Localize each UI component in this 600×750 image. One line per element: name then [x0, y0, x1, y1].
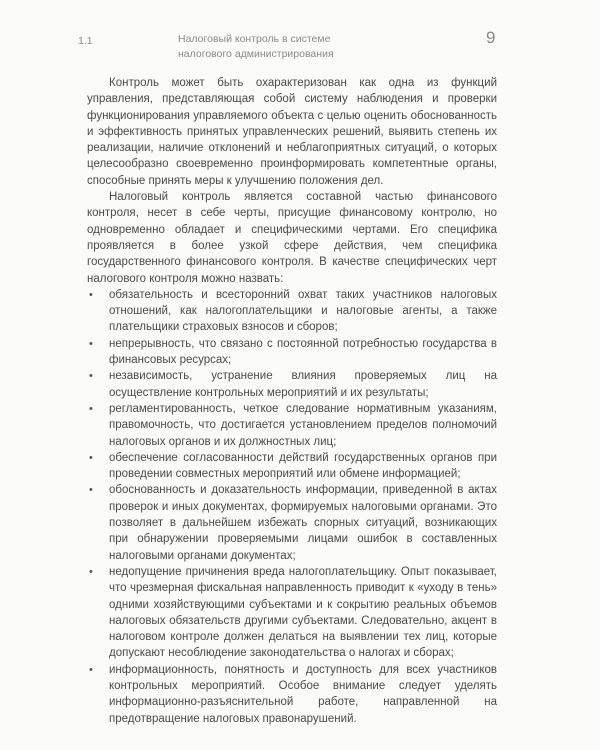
body-text: [87, 75, 497, 727]
list-item: [87, 368, 497, 401]
list-item: [87, 336, 497, 369]
list-item: [87, 564, 497, 662]
bullet-icon: •: [89, 288, 93, 301]
bullet-icon: •: [89, 451, 93, 464]
paragraph: Контроль может быть охарактеризован как одна из функций управления, представляющая собой систему наблюдения и проверки функционирования управляемого объекта с целью оценить обоснованность и эффективность принятых управленческих решений, выявить степень их реализации, наличие отклонений и неблагоприятных ситуаций, о которых целесообразно своевременно проинформировать компетентные органы, способные принять меры к улучшению положения дел.: [87, 77, 497, 187]
running-title: [178, 32, 334, 62]
list-item: [87, 482, 497, 563]
running-title-line-2: налогового администрирования: [178, 48, 334, 60]
bullet-icon: •: [89, 337, 93, 350]
list-item-text: регламентированность, четкое следование нормативным указаниям, правомочность, что достигается установлением пределов полномочий налоговых органов и их должностных лиц;: [109, 402, 497, 448]
paragraph: Налоговый контроль является составной частью финансового контроля, несет в себе черты, присущие финансовому контролю, но одновременно обладает и специфическими чертами. Его специфика проявляется в более узкой сфере действия, чем специфика государственного финансового контроля. В качестве специфических черт налогового контроля можно назвать:: [87, 191, 497, 285]
list-item-text: непрерывность, что связано с постоянной потребностью государства в финансовых ресурсах;: [109, 337, 497, 367]
bullet-icon: •: [89, 484, 93, 497]
bullet-icon: •: [89, 370, 93, 383]
bullet-icon: •: [89, 402, 93, 415]
page-header: [0, 0, 600, 60]
list-item-text: недопущение причинения вреда налогоплательщику. Опыт показывает, что чрезмерная фискальная направленность приводит к «уходу в тень» одними хозяйствующими субъектами и к сокрытию реальных объемов налоговых обязательств другими субъектами. Следовательно, акцент в налоговом контроле должен делаться на выявлении тех лиц, которые допускают несоблюдение законодательства о налогах и сборах;: [109, 565, 497, 660]
list-item: [87, 662, 497, 727]
list-item: [87, 401, 497, 450]
list-item: [87, 287, 497, 336]
feature-list: [87, 287, 497, 727]
list-item-text: независимость, устранение влияния проверяемых лиц на осуществление контрольных мероприятий и их результаты;: [109, 370, 497, 399]
section-number: 1.1: [78, 35, 93, 47]
page-number: 9: [486, 28, 496, 47]
list-item: [87, 450, 497, 483]
running-title-line-1: Налоговый контроль в системе: [178, 33, 331, 45]
list-item-text: обязательность и всесторонний охват таких участников налоговых отношений, как налогоплательщики и налоговые агенты, а также плательщики страховых взносов и сборов;: [109, 288, 497, 334]
list-item-text: обоснованность и доказательность информации, приведенной в актах проверок и иных документах, формируемых налоговыми органами. Это позволяет в дальнейшем избежать спорных ситуаций, возникающих при обнаружении проверяемыми лицами ошибок в составленных налоговыми органами документах;: [109, 484, 497, 562]
bullet-icon: •: [89, 663, 93, 676]
list-item-text: обеспечение согласованности действий государственных органов при проведении совместных мероприятий или обмене информацией;: [109, 451, 497, 481]
bullet-icon: •: [89, 565, 93, 578]
list-item-text: информационность, понятность и доступность для всех участников контрольных мероприятий. Особое внимание следует уделять информационно-разъяснительной работе, направленной на предотвращение налоговых правонарушений.: [109, 663, 497, 725]
